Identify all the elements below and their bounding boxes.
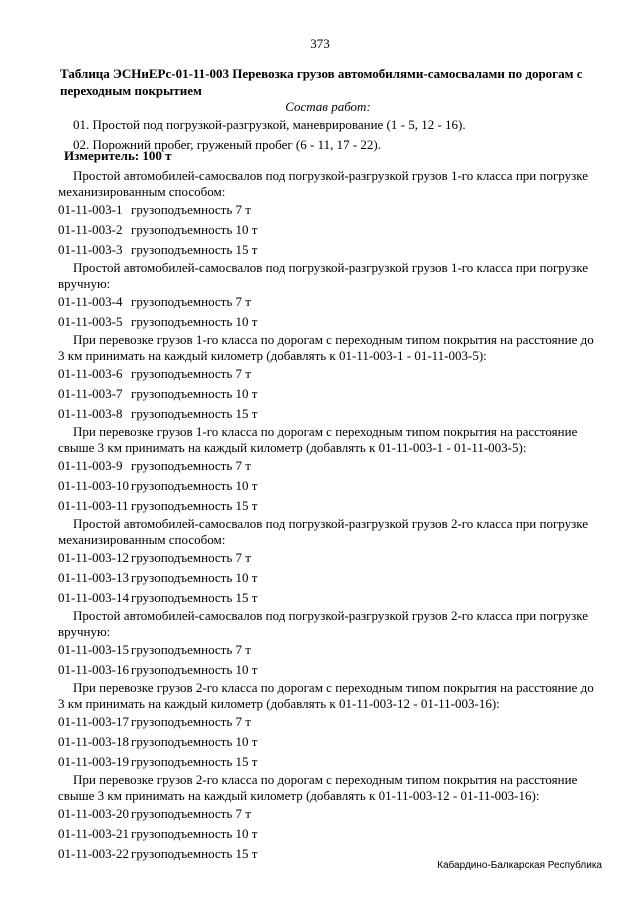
norm-code: 01-11-003-3 bbox=[58, 242, 123, 257]
norm-text: грузоподъемность 7 т bbox=[131, 806, 251, 821]
norm-row bbox=[58, 496, 640, 516]
norm-code: 01-11-003-21 bbox=[58, 826, 130, 841]
composition-heading: Состав работ: bbox=[285, 99, 371, 114]
section-description-line: При перевозке грузов 2-го класса по дорогам с переходным типом покрытия на расстояние до bbox=[73, 680, 594, 695]
section-description-line: При перевозке грузов 1-го класса по дорогам с переходным типом покрытия на расстояние до bbox=[73, 332, 594, 347]
table-title: Таблица ЭСНиЕРс-01-11-003 Перевозка грузов автомобилями-самосвалами по дорогам с переходным покрытием bbox=[60, 66, 583, 98]
norm-row bbox=[58, 364, 640, 384]
norm-row bbox=[58, 712, 640, 732]
section-description-line: Простой автомобилей-самосвалов под погрузкой-разгрузкой грузов 2-го класса при погрузке bbox=[73, 608, 589, 623]
norm-text: грузоподъемность 15 т bbox=[131, 498, 258, 513]
section-description-continuation: вручную: bbox=[58, 624, 111, 639]
page-number: 373 bbox=[310, 36, 330, 51]
measure-unit: Измеритель: 100 т bbox=[64, 148, 172, 163]
norm-text: грузоподъемность 7 т bbox=[131, 550, 251, 565]
section-description bbox=[58, 772, 600, 804]
section-description-continuation: 3 км принимать на каждый километр (добавлять к 01-11-003-12 - 01-11-003-16): bbox=[58, 696, 500, 711]
section-description bbox=[58, 516, 600, 548]
norm-text: грузоподъемность 10 т bbox=[131, 826, 258, 841]
section-description-line: При перевозке грузов 2-го класса по дорогам с переходным типом покрытия на расстояние bbox=[73, 772, 578, 787]
norm-text: грузоподъемность 7 т bbox=[131, 294, 251, 309]
norm-text: грузоподъемность 15 т bbox=[131, 846, 258, 861]
norm-text: грузоподъемность 10 т bbox=[131, 478, 258, 493]
section-description bbox=[58, 332, 600, 364]
norm-row bbox=[58, 404, 640, 424]
norm-code: 01-11-003-1 bbox=[58, 202, 123, 217]
section-description-continuation: 3 км принимать на каждый километр (добавлять к 01-11-003-1 - 01-11-003-5): bbox=[58, 348, 487, 363]
norm-code: 01-11-003-14 bbox=[58, 590, 130, 605]
norm-code: 01-11-003-22 bbox=[58, 846, 130, 861]
norm-text: грузоподъемность 7 т bbox=[131, 202, 251, 217]
norm-row bbox=[58, 456, 640, 476]
norm-code: 01-11-003-13 bbox=[58, 570, 130, 585]
norm-row bbox=[58, 240, 640, 260]
norm-row bbox=[58, 732, 640, 752]
section-description-continuation: свыше 3 км принимать на каждый километр (добавлять к 01-11-003-12 - 01-11-003-16): bbox=[58, 788, 540, 803]
region-footer: Кабардино-Балкарская Республика bbox=[437, 860, 602, 871]
composition-item: 01. Простой под погрузкой-разгрузкой, маневрирование (1 - 5, 12 - 16). bbox=[73, 117, 466, 132]
norm-text: грузоподъемность 15 т bbox=[131, 590, 258, 605]
norm-code: 01-11-003-15 bbox=[58, 642, 130, 657]
section-description-line: Простой автомобилей-самосвалов под погрузкой-разгрузкой грузов 1-го класса при погрузке bbox=[73, 168, 589, 183]
section-description bbox=[58, 260, 600, 292]
work-composition bbox=[0, 98, 640, 155]
norm-row bbox=[58, 660, 640, 680]
composition-item: 02. Порожний пробег, груженый пробег (6 - 11, 17 - 22). bbox=[73, 137, 382, 152]
norm-code: 01-11-003-16 bbox=[58, 662, 130, 677]
norm-code: 01-11-003-6 bbox=[58, 366, 123, 381]
norm-row bbox=[58, 804, 640, 824]
norm-row bbox=[58, 476, 640, 496]
norm-code: 01-11-003-9 bbox=[58, 458, 123, 473]
norm-text: грузоподъемность 7 т bbox=[131, 714, 251, 729]
norm-code: 01-11-003-2 bbox=[58, 222, 123, 237]
norm-text: грузоподъемность 7 т bbox=[131, 458, 251, 473]
norm-code: 01-11-003-12 bbox=[58, 550, 130, 565]
norm-row bbox=[58, 220, 640, 240]
norm-text: грузоподъемность 15 т bbox=[131, 242, 258, 257]
norm-text: грузоподъемность 10 т bbox=[131, 314, 258, 329]
norm-text: грузоподъемность 10 т bbox=[131, 662, 258, 677]
section-description-continuation: механизированным способом: bbox=[58, 184, 226, 199]
norm-text: грузоподъемность 7 т bbox=[131, 642, 251, 657]
norm-row bbox=[58, 824, 640, 844]
norm-row bbox=[58, 384, 640, 404]
norm-text: грузоподъемность 10 т bbox=[131, 222, 258, 237]
norm-code: 01-11-003-5 bbox=[58, 314, 123, 329]
norm-code: 01-11-003-4 bbox=[58, 294, 123, 309]
norm-row bbox=[58, 588, 640, 608]
norm-code: 01-11-003-7 bbox=[58, 386, 123, 401]
norm-text: грузоподъемность 15 т bbox=[131, 754, 258, 769]
section-description bbox=[58, 168, 600, 200]
norm-code: 01-11-003-20 bbox=[58, 806, 130, 821]
section-description bbox=[58, 608, 600, 640]
section-description-line: Простой автомобилей-самосвалов под погрузкой-разгрузкой грузов 1-го класса при погрузке bbox=[73, 260, 589, 275]
norm-row bbox=[58, 312, 640, 332]
norm-text: грузоподъемность 7 т bbox=[131, 366, 251, 381]
norm-row bbox=[58, 292, 640, 312]
norm-code: 01-11-003-19 bbox=[58, 754, 130, 769]
norm-code: 01-11-003-17 bbox=[58, 714, 130, 729]
norm-code: 01-11-003-18 bbox=[58, 734, 130, 749]
norm-text: грузоподъемность 10 т bbox=[131, 734, 258, 749]
norm-code: 01-11-003-8 bbox=[58, 406, 123, 421]
section-description-continuation: свыше 3 км принимать на каждый километр (добавлять к 01-11-003-1 - 01-11-003-5): bbox=[58, 440, 527, 455]
norm-row bbox=[58, 752, 640, 772]
section-description bbox=[58, 680, 600, 712]
norm-row bbox=[58, 200, 640, 220]
norm-text: грузоподъемность 15 т bbox=[131, 406, 258, 421]
norm-text: грузоподъемность 10 т bbox=[131, 570, 258, 585]
norm-text: грузоподъемность 10 т bbox=[131, 386, 258, 401]
section-description-continuation: вручную: bbox=[58, 276, 111, 291]
section-description bbox=[58, 424, 600, 456]
section-description-line: При перевозке грузов 1-го класса по дорогам с переходным типом покрытия на расстояние bbox=[73, 424, 578, 439]
norm-code: 01-11-003-10 bbox=[58, 478, 130, 493]
section-description-line: Простой автомобилей-самосвалов под погрузкой-разгрузкой грузов 2-го класса при погрузке bbox=[73, 516, 589, 531]
norm-code: 01-11-003-11 bbox=[58, 498, 129, 513]
norm-row bbox=[58, 548, 640, 568]
norm-row bbox=[58, 640, 640, 660]
section-description-continuation: механизированным способом: bbox=[58, 532, 226, 547]
norm-sections bbox=[0, 168, 640, 864]
norm-row bbox=[58, 568, 640, 588]
